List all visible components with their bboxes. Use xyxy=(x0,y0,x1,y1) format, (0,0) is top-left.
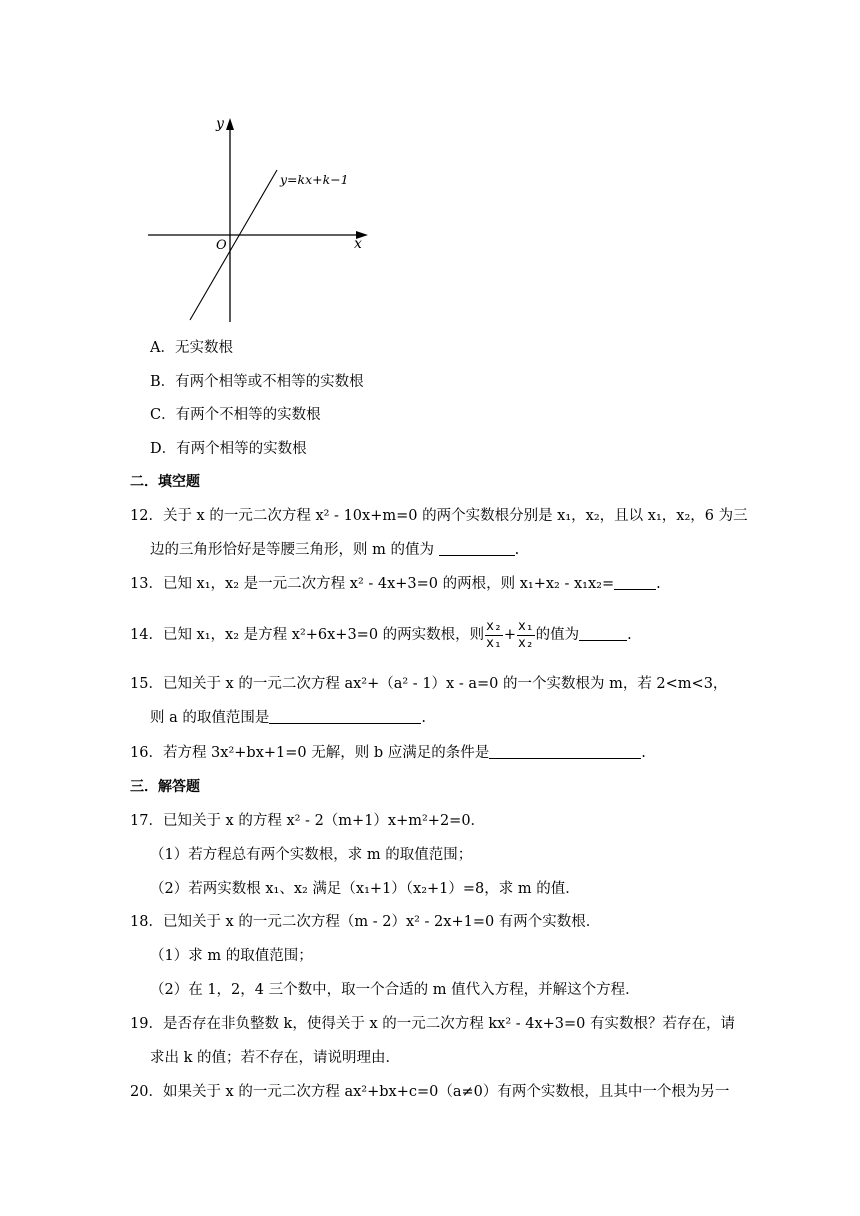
question-number: 20． xyxy=(130,1084,163,1100)
question-number: 18． xyxy=(130,914,163,930)
x-axis-label: x xyxy=(354,236,362,252)
question-number: 15． xyxy=(130,676,163,692)
question-17-part-1: （1）若方程总有两个实数根，求 m 的取值范围； xyxy=(150,847,473,863)
option-letter: A． xyxy=(150,340,175,356)
question-text: 边的三角形恰好是等腰三角形，则 m 的值为 xyxy=(150,542,434,558)
question-text: 如果关于 x 的一元二次方程 ax²+bx+c=0（a≠0）有两个实数根，且其中一个根为另一 xyxy=(162,1084,730,1100)
question-text: 已知关于 x 的一元二次方程（m - 2）x² - 2x+1=0 有两个实数根． xyxy=(162,914,601,930)
fraction-x1-over-x2: $\frac{\text{x₁}}{\text{x₂}}$ xyxy=(517,618,534,651)
question-16: 16．若方程 3x²+bx+1=0 无解，则 b 应满足的条件是 . xyxy=(130,745,646,761)
question-text: 关于 x 的一元二次方程 x² - 10x+m=0 的两个实数根分别是 x₁，x₂，且以 x₁，x₂，6 为三 xyxy=(162,508,748,524)
answer-blank[interactable] xyxy=(489,744,641,759)
origin-label: O xyxy=(216,238,227,253)
question-17-stem xyxy=(130,811,485,831)
option-letter: C． xyxy=(150,407,176,423)
question-number: 19． xyxy=(130,1016,163,1032)
question-number: 12． xyxy=(130,508,163,524)
option-letter: B． xyxy=(150,374,176,390)
option-c xyxy=(150,405,321,425)
question-18-part-2: （2）在 1，2，4 三个数中，取一个合适的 m 值代入方程，并解这个方程． xyxy=(150,982,640,998)
question-number: 13． xyxy=(130,576,163,592)
question-15-line-2: 则 a 的取值范围是 . xyxy=(150,710,426,726)
question-19-line-1 xyxy=(130,1014,735,1034)
question-14: 14．已知 x₁，x₂ 是方程 x²+6x+3=0 的两实数根，则 $\frac{\text{x₂}}{\text{x₁}}$ + $\frac{\text{x₁}}{\text{x₂}}$ 的值为 . xyxy=(130,618,632,651)
option-letter: D． xyxy=(150,441,177,457)
plus-sign: + xyxy=(503,627,516,643)
question-text: 若方程 3x²+bx+1=0 无解，则 b 应满足的条件是 xyxy=(162,745,490,761)
section-heading-fill: 二．填空题 xyxy=(130,474,200,490)
question-text: 已知 x₁，x₂ 是一元二次方程 x² - 4x+3=0 的两根，则 x₁+x₂ - x₁x₂= xyxy=(162,576,615,592)
answer-blank[interactable] xyxy=(614,575,656,590)
question-17-part-2: （2）若两实数根 x₁、x₂ 满足（x₁+1）（x₂+1）=8，求 m 的值． xyxy=(150,881,580,897)
answer-blank[interactable] xyxy=(439,541,515,556)
section-heading-solve: 三．解答题 xyxy=(130,779,200,795)
question-12-line-2: 边的三角形恰好是等腰三角形，则 m 的值为 . xyxy=(150,542,520,558)
line-equation-label: y=kx+k−1 xyxy=(280,172,349,187)
question-12-line-1 xyxy=(130,506,748,526)
question-text: 是否存在非负整数 k，使得关于 x 的一元二次方程 kx² - 4x+3=0 有实数根？若存在，请 xyxy=(162,1016,736,1032)
question-20-line-1 xyxy=(130,1082,729,1102)
question-text: 已知关于 x 的方程 x² - 2（m+1）x+m²+2=0． xyxy=(162,813,486,829)
question-18-part-1: （1）求 m 的取值范围； xyxy=(150,948,313,964)
answer-blank[interactable] xyxy=(269,709,421,724)
option-text: 有两个不相等的实数根 xyxy=(175,407,321,423)
question-15-line-1 xyxy=(130,674,727,694)
question-number: 16． xyxy=(130,745,163,761)
option-text: 有两个相等的实数根 xyxy=(176,441,307,457)
option-a xyxy=(150,338,233,358)
option-text: 有两个相等或不相等的实数根 xyxy=(175,374,364,390)
question-text: 已知关于 x 的一元二次方程 ax²+（a² - 1）x - a=0 的一个实数根为 m，若 2<m<3， xyxy=(162,676,728,692)
question-text: 则 a 的取值范围是 xyxy=(150,710,270,726)
question-text: 已知 x₁，x₂ 是方程 x²+6x+3=0 的两实数根，则 xyxy=(162,627,485,643)
question-18-stem xyxy=(130,912,600,932)
y-axis-label: y xyxy=(216,116,224,132)
question-13: 13．已知 x₁，x₂ 是一元二次方程 x² - 4x+3=0 的两根，则 x₁+x₂ - x₁x₂= . xyxy=(130,576,661,592)
option-d xyxy=(150,439,307,459)
answer-blank[interactable] xyxy=(579,626,627,641)
option-b xyxy=(150,372,364,392)
question-19-line-2: 求出 k 的值；若不存在，请说明理由． xyxy=(150,1050,401,1066)
question-number: 17． xyxy=(130,813,163,829)
linear-function-graph xyxy=(140,108,380,328)
option-text: 无实数根 xyxy=(174,340,233,356)
question-text: 的值为 xyxy=(535,627,580,643)
question-number: 14． xyxy=(130,627,163,643)
fraction-x2-over-x1: $\frac{\text{x₂}}{\text{x₁}}$ xyxy=(486,618,502,651)
